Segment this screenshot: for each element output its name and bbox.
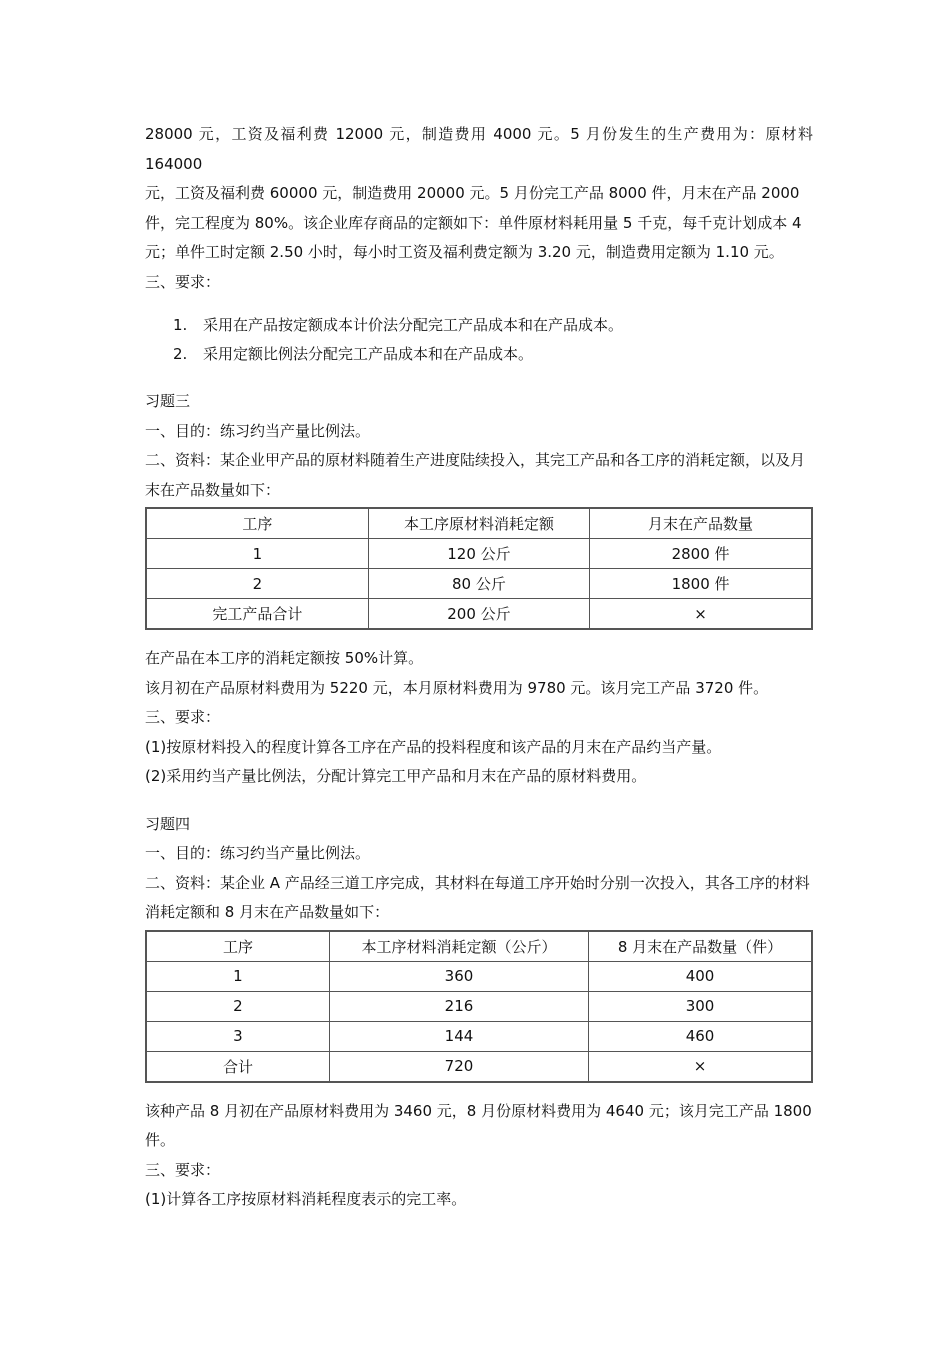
exercise4-table xyxy=(145,930,813,1083)
text-line: 元，工资及福利费 60000 元，制造费用 20000 元。5 月份完工产品 8000 件，月末在产品 2000 xyxy=(145,184,800,202)
exercise3-purpose: 一、目的：练习约当产量比例法。 xyxy=(145,421,371,440)
table-header-cell: 8 月末在产品数量（件） xyxy=(589,931,812,962)
exercise3-title: 习题三 xyxy=(145,392,191,410)
table-header-cell: 工序 xyxy=(146,931,329,962)
table-cell: 360 xyxy=(329,961,588,991)
list-item: 1. 采用在产品按定额成本计价法分配完工产品成本和在产品成本。 xyxy=(173,316,624,334)
table-cell: 144 xyxy=(329,1021,588,1051)
table-row xyxy=(146,1021,812,1051)
exercise3-note: 在产品在本工序的消耗定额按 50%计算。 xyxy=(145,649,424,667)
table-header-row xyxy=(146,508,812,539)
table-cell: 720 xyxy=(329,1051,588,1082)
exercise3-material: 二、资料：某企业甲产品的原材料随着生产进度陆续投入，其完工产品和各工序的消耗定额，以及月 xyxy=(145,451,806,469)
table-cell: 460 xyxy=(589,1021,812,1051)
requirements-heading: 三、要求： xyxy=(145,272,221,291)
document-page xyxy=(145,120,813,1215)
table-row xyxy=(146,539,812,569)
table-cell: 完工产品合计 xyxy=(146,599,368,630)
exercise4-material: 二、资料：某企业 A 产品经三道工序完成，其材料在每道工序开始时分别一次投入，其各工序的材料 xyxy=(145,873,810,892)
requirement-item: (1)计算各工序按原材料消耗程度表示的完工率。 xyxy=(145,1190,467,1208)
list-item: 2. 采用定额比例法分配完工产品成本和在产品成本。 xyxy=(173,345,534,363)
exercise3-table xyxy=(145,507,813,630)
table-cell: 1 xyxy=(146,539,368,569)
table-header-cell: 工序 xyxy=(146,508,368,539)
table-header-row xyxy=(146,931,812,962)
requirements-heading: 三、要求： xyxy=(145,708,221,726)
table-row xyxy=(146,1051,812,1082)
requirements-list xyxy=(145,311,813,369)
table-cell: 216 xyxy=(329,991,588,1021)
table-cell: 80 公斤 xyxy=(368,569,589,599)
exercise3-note: 该月初在产品原材料费用为 5220 元，本月原材料费用为 9780 元。该月完工产品 3720 件。 xyxy=(145,678,769,697)
table-cell: 2 xyxy=(146,569,368,599)
exercise4-note: 该种产品 8 月初在产品原材料费用为 3460 元，8 月份原材料费用为 4640 元；该月完工产品 1800 xyxy=(145,1101,812,1120)
text-line: 28000 元，工资及福利费 12000 元，制造费用 4000 元。5 月份发生的生产费用为：原材料 164000 xyxy=(145,125,813,173)
requirements-heading: 三、要求： xyxy=(145,1160,221,1179)
table-cell: 3 xyxy=(146,1021,329,1051)
table-cell: 400 xyxy=(589,961,812,991)
table-header-cell: 本工序材料消耗定额（公斤） xyxy=(329,931,588,962)
table-header-cell: 月末在产品数量 xyxy=(590,508,812,539)
exercise3-material: 末在产品数量如下： xyxy=(145,480,281,499)
table-row xyxy=(146,599,812,630)
text-line: 件，完工程度为 80%。该企业库存商品的定额如下：单件原材料耗用量 5 千克，每千克计划成本 4 xyxy=(145,213,802,232)
table-header-cell: 本工序原材料消耗定额 xyxy=(368,508,589,539)
table-cell: 2 xyxy=(146,991,329,1021)
table-cell: 2800 件 xyxy=(590,539,812,569)
text-line: 元；单件工时定额 2.50 小时，每小时工资及福利费定额为 3.20 元，制造费用定额为 1.10 元。 xyxy=(145,243,784,261)
table-row xyxy=(146,569,812,599)
table-row xyxy=(146,991,812,1021)
exercise4-title: 习题四 xyxy=(145,814,191,833)
table-cell: × xyxy=(589,1051,812,1082)
section2-paragraph xyxy=(145,120,813,268)
table-cell: 1 xyxy=(146,961,329,991)
table-cell: 合计 xyxy=(146,1051,329,1082)
table-cell: 1800 件 xyxy=(590,569,812,599)
requirement-item: (2)采用约当产量比例法，分配计算完工甲产品和月末在产品的原材料费用。 xyxy=(145,767,647,785)
exercise4-material: 消耗定额和 8 月末在产品数量如下： xyxy=(145,903,390,921)
table-cell: × xyxy=(590,599,812,630)
requirement-item: (1)按原材料投入的程度计算各工序在产品的投料程度和该产品的月末在产品约当产量。 xyxy=(145,737,722,756)
table-cell: 120 公斤 xyxy=(368,539,589,569)
exercise4-note: 件。 xyxy=(145,1131,176,1149)
table-cell: 200 公斤 xyxy=(368,599,589,630)
exercise4-purpose: 一、目的：练习约当产量比例法。 xyxy=(145,844,371,862)
table-row xyxy=(146,961,812,991)
table-cell: 300 xyxy=(589,991,812,1021)
